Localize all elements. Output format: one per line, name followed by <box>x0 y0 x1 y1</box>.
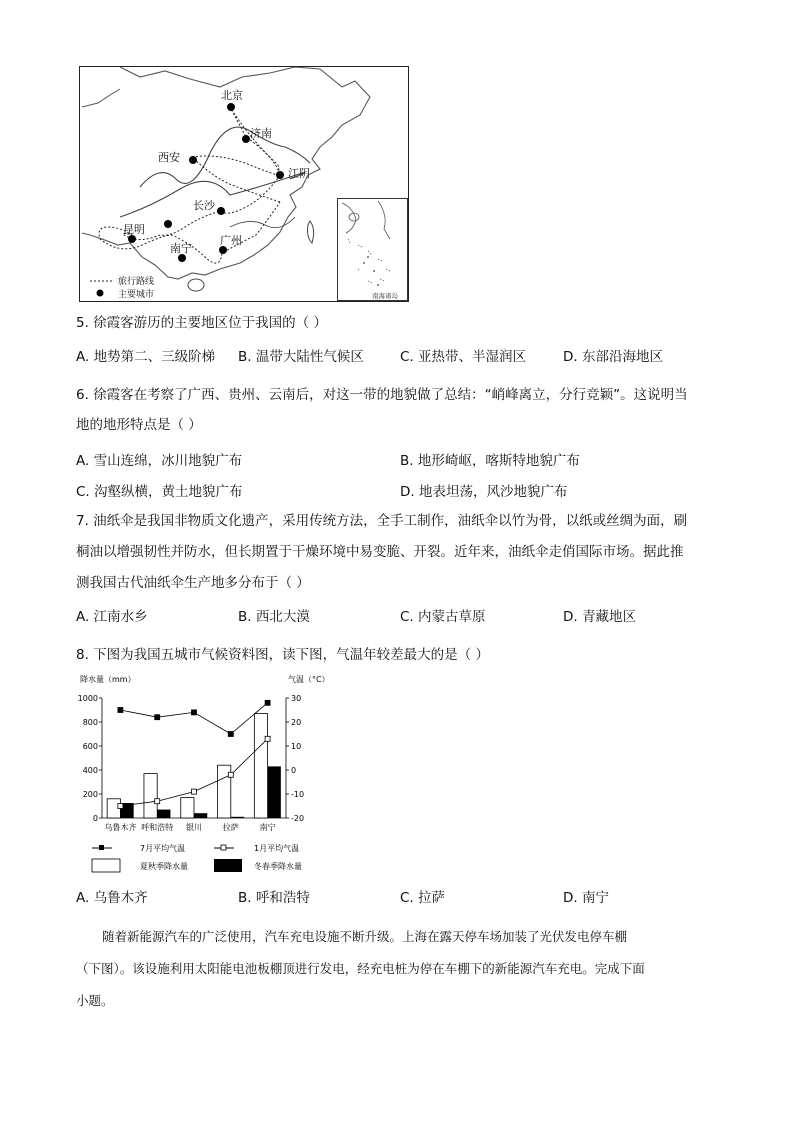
city-dot-beijing <box>227 103 235 111</box>
inset-label: 南海诸岛 <box>372 292 398 300</box>
question-5-stem: 5. 徐霞客游历的主要地区位于我国的（ ） <box>76 315 327 331</box>
point-july-temp <box>192 710 197 715</box>
climate-chart <box>74 672 354 878</box>
q6-option-b[interactable]: B. 地形崎岖，喀斯特地貌广布 <box>400 453 580 469</box>
city-label-guangzhou: 广州 <box>220 234 242 247</box>
taiwan-island <box>308 221 314 243</box>
bar-winter-spring <box>157 810 170 818</box>
y-axis-left-label: 降水量（mm） <box>80 675 136 684</box>
q5-option-c[interactable]: C. 亚热带、半湿润区 <box>400 349 527 365</box>
q5-option-d[interactable]: D. 东部沿海地区 <box>563 349 663 365</box>
city-dot-jiangyin <box>276 171 284 179</box>
category-label: 乌鲁木齐 <box>104 823 137 832</box>
point-july-temp <box>155 715 160 720</box>
question-6-stem-line2: 地的地形特点是（ ） <box>76 417 202 433</box>
south-china-sea-inset <box>337 198 408 301</box>
q8-option-a[interactable]: A. 乌鲁木齐 <box>76 890 148 906</box>
city-label-jiangyin: 江阴 <box>288 167 310 180</box>
city-label-kunming: 昆明 <box>123 223 145 236</box>
category-label: 拉萨 <box>222 823 239 832</box>
legend-jan-marker <box>221 845 226 850</box>
q5-option-a[interactable]: A. 地势第二、三级阶梯 <box>76 349 216 365</box>
q6-option-a[interactable]: A. 雪山连绵，冰川地貌广布 <box>76 453 243 469</box>
city-dot-changsha <box>217 207 225 215</box>
q6-option-c[interactable]: C. 沟壑纵横，黄土地貌广布 <box>76 484 243 500</box>
q6-option-d[interactable]: D. 地表坦荡，风沙地貌广布 <box>400 484 568 500</box>
q7-option-a[interactable]: A. 江南水乡 <box>76 609 148 625</box>
hainan-island <box>188 279 204 291</box>
legend-july-marker <box>99 845 104 850</box>
y-right-tick-label: 20 <box>291 718 302 727</box>
question-7-stem-line3: 测我国古代油纸伞生产地多分布于（ ） <box>76 575 310 591</box>
legend-winter-label: 冬春季降水量 <box>254 862 302 871</box>
q8-option-c[interactable]: C. 拉萨 <box>400 890 446 906</box>
y-right-tick-label: -20 <box>291 814 305 823</box>
travel-route-north <box>192 107 280 202</box>
city-label-beijing: 北京 <box>221 89 243 102</box>
legend-winter-swatch <box>214 859 242 872</box>
q8-option-d[interactable]: D. 南宁 <box>563 890 609 906</box>
legend-route-label: 旅行路线 <box>118 277 155 287</box>
passage-line-3: 小题。 <box>76 993 114 1008</box>
y-left-tick-label: 0 <box>92 814 98 823</box>
city-label-xian: 西安 <box>158 151 180 164</box>
category-label: 南宁 <box>259 823 276 832</box>
bar-summer-autumn <box>181 798 194 818</box>
bar-summer-autumn <box>254 714 267 818</box>
legend-summer-swatch <box>92 859 120 872</box>
bar-winter-spring <box>231 817 244 818</box>
y-right-tick-label: 10 <box>291 742 302 751</box>
point-jan-temp <box>228 772 233 777</box>
question-7-stem-line1: 7. 油纸伞是我国非物质文化遗产，采用传统方法，全手工制作，油纸伞以竹为骨，以纸或丝绸为面，刷 <box>76 513 688 529</box>
y-right-tick-label: -10 <box>291 790 305 799</box>
q7-option-c[interactable]: C. 内蒙古草原 <box>400 609 486 625</box>
bar-winter-spring <box>268 766 281 818</box>
point-jan-temp <box>155 799 160 804</box>
question-6-stem-line1: 6. 徐霞客在考察了广西、贵州、云南后，对这一带的地貌做了总结：“峭峰离立，分行竞颖”。这说明当 <box>76 387 688 403</box>
city-dot-jinan <box>242 135 250 143</box>
y-left-tick-label: 600 <box>82 742 98 751</box>
line-jan-temp <box>120 739 267 806</box>
city-label-nanning: 南宁 <box>170 242 192 255</box>
city-label-jinan: 济南 <box>250 127 272 140</box>
point-jan-temp <box>118 804 123 809</box>
city-dot-guiyang <box>164 220 172 228</box>
y-left-tick-label: 400 <box>82 766 98 775</box>
category-label: 呼和浩特 <box>141 823 174 832</box>
legend-city-symbol <box>97 290 104 297</box>
y-left-tick-label: 200 <box>82 790 98 799</box>
legend-jan-label: 1月平均气温 <box>254 844 300 853</box>
question-7-stem-line2: 桐油以增强韧性并防水，但长期置于干燥环境中易变脆、开裂。近年来，油纸伞走俏国际市场。据此推 <box>76 544 684 560</box>
city-dot-xian <box>189 156 197 164</box>
inset-graphic <box>338 199 407 300</box>
point-jan-temp <box>192 789 197 794</box>
legend-summer-label: 夏秋季降水量 <box>140 862 188 871</box>
q8-option-b[interactable]: B. 呼和浩特 <box>238 890 310 906</box>
point-july-temp <box>228 732 233 737</box>
point-july-temp <box>265 700 270 705</box>
q7-option-b[interactable]: B. 西北大漠 <box>238 609 310 625</box>
passage-line-1: 随着新能源汽车的广泛使用，汽车充电设施不断升级。上海在露天停车场加装了光伏发电停车棚 <box>102 929 628 944</box>
city-label-changsha: 长沙 <box>193 199 215 212</box>
chart-legend <box>92 843 302 872</box>
legend-city-label: 主要城市 <box>118 290 155 300</box>
point-jan-temp <box>265 736 270 741</box>
y-left-tick-label: 1000 <box>77 694 98 703</box>
y-left-tick-label: 800 <box>82 718 98 727</box>
bar-summer-autumn <box>144 774 157 818</box>
bar-winter-spring <box>194 813 207 818</box>
y-axis-right-label: 气温（°C） <box>288 675 330 684</box>
legend-july-label: 7月平均气温 <box>140 844 186 853</box>
question-8-stem: 8. 下图为我国五城市气候资料图，读下图，气温年较差最大的是（ ） <box>76 647 489 663</box>
line-july-temp <box>120 703 267 734</box>
climate-chart-svg <box>74 672 354 878</box>
q7-option-d[interactable]: D. 青藏地区 <box>563 609 636 625</box>
passage-line-2: （下图）。该设施利用太阳能电池板棚顶进行发电，经充电桩为停在车棚下的新能源汽车充电。完成下面 <box>76 961 645 976</box>
point-july-temp <box>118 708 123 713</box>
q5-option-b[interactable]: B. 温带大陆性气候区 <box>238 349 364 365</box>
category-label: 银川 <box>186 823 202 832</box>
y-right-tick-label: 30 <box>291 694 302 703</box>
y-right-tick-label: 0 <box>291 766 297 775</box>
border-west <box>82 89 120 107</box>
